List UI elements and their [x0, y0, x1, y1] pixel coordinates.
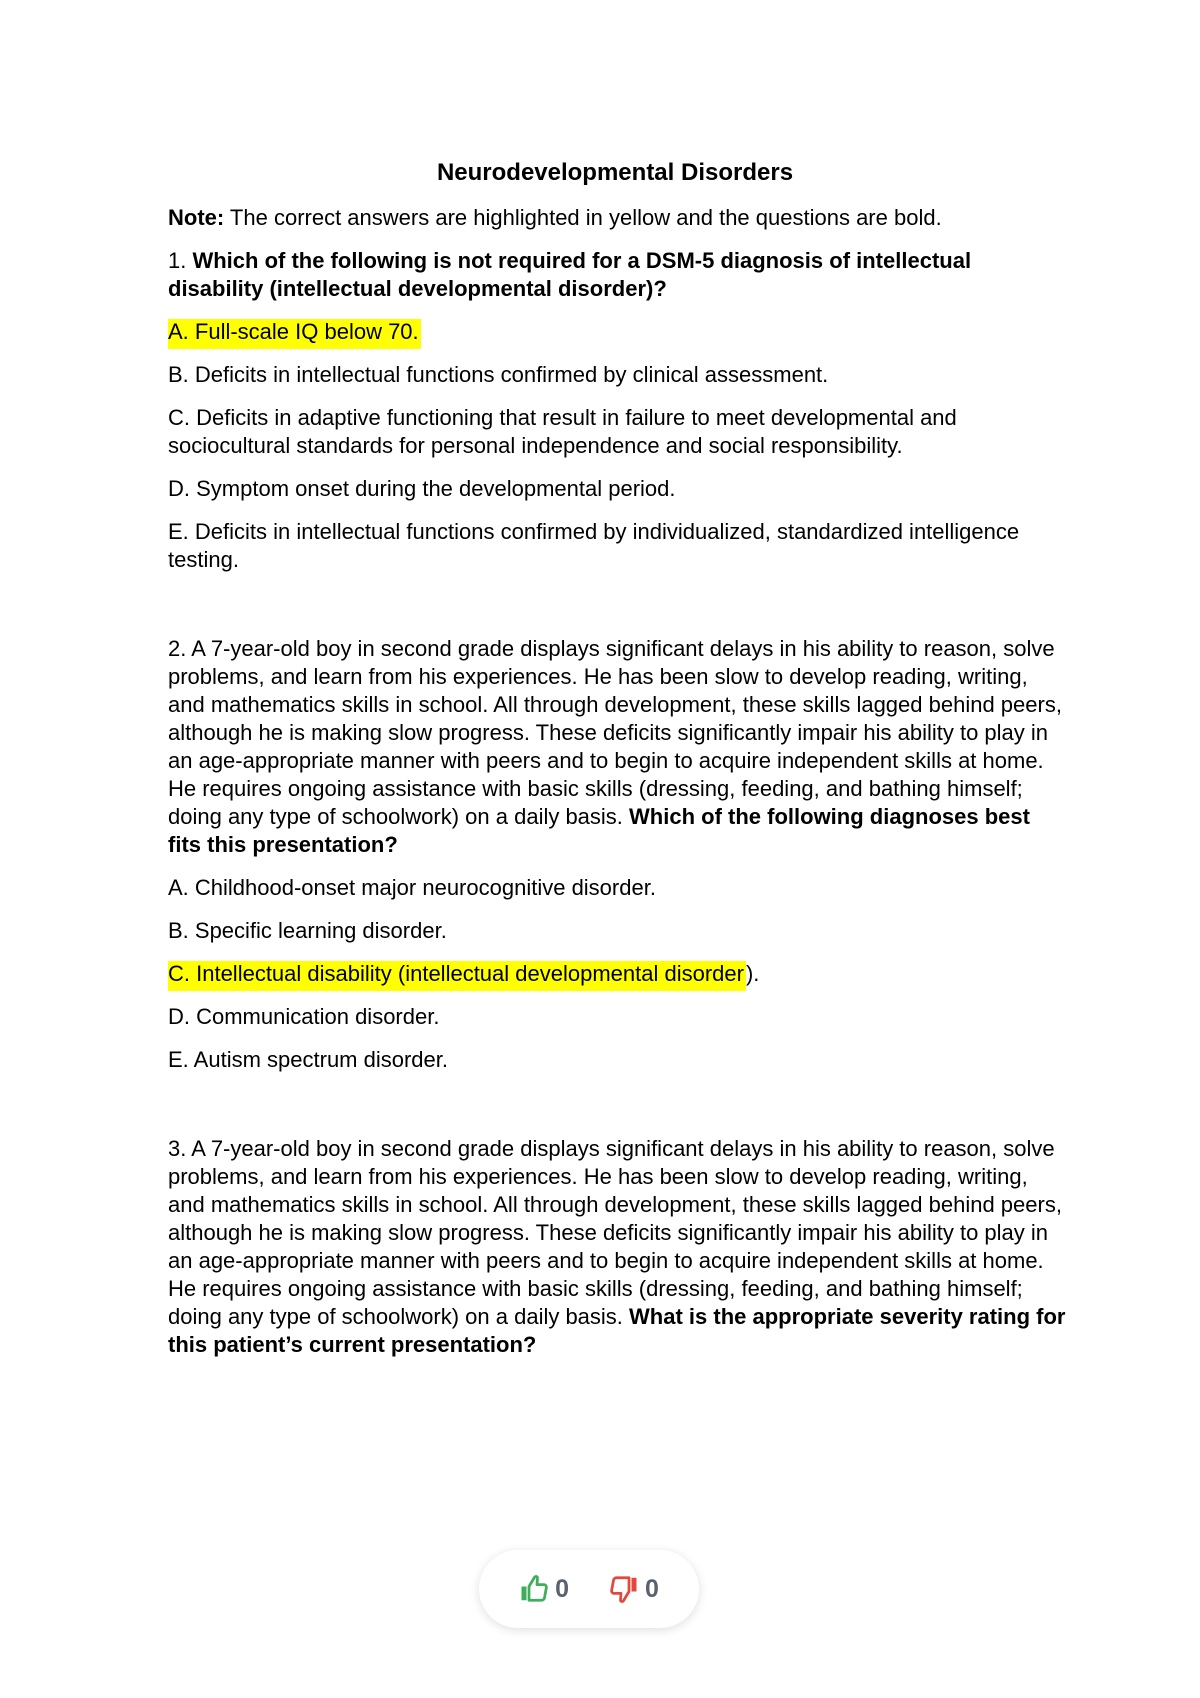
q1-option-b: B. Deficits in intellectual functions confirmed by clinical assessment. — [168, 362, 829, 387]
question-number: 2. — [168, 636, 192, 661]
q1-option-e: E. Deficits in intellectual functions confirmed by individualized, standardized intelligence testing. — [168, 519, 1020, 572]
thumbs-down-icon — [609, 1574, 639, 1604]
vote-bar — [479, 1550, 699, 1628]
question-number: 1. — [168, 248, 193, 273]
question-3 — [168, 1135, 1068, 1359]
note — [168, 204, 1068, 232]
spacer — [168, 1089, 1068, 1135]
spacer — [168, 589, 1068, 635]
downvote-button[interactable] — [609, 1574, 659, 1604]
correct-answer-highlight: C. Intellectual disability (intellectual developmental disorder — [168, 961, 746, 991]
document-page — [168, 158, 1068, 1374]
downvote-count: 0 — [645, 1574, 659, 1603]
question-lead: A 7-year-old boy in second grade displays significant delays in his ability to reason, solve problems, and learn from his experiences. He has been slow to develop reading, writing, and mathematics skills in school. All through development, these skills lagged behind peers, although he is making slow progress. These deficits significantly impair his ability to play in an age-appropriate manner with peers and to begin to acquire independent skills at home. He requires ongoing assistance with basic skills (dressing, feeding, and bathing himself; doing any type of schoolwork) on a daily basis. — [168, 636, 1062, 829]
q1-option-c: C. Deficits in adaptive functioning that result in failure to meet developmental and sociocultural standards for personal independence and social responsibility. — [168, 405, 957, 458]
note-label: Note: — [168, 205, 225, 230]
upvote-button[interactable] — [519, 1574, 569, 1604]
q2-option-b: B. Specific learning disorder. — [168, 918, 447, 943]
correct-answer-highlight: A. Full-scale IQ below 70. — [168, 319, 421, 349]
note-text: The correct answers are highlighted in yellow and the questions are bold. — [224, 205, 942, 230]
document-title: Neurodevelopmental Disorders — [436, 159, 794, 186]
question-text: Which of the following diagnoses best fits this presentation? — [168, 804, 1030, 857]
q2-option-a: A. Childhood-onset major neurocognitive disorder. — [168, 875, 656, 900]
question-text: What is the appropriate severity rating for this patient’s current presentation? — [168, 1304, 1066, 1357]
q2-option-e: E. Autism spectrum disorder. — [168, 1047, 448, 1072]
q1-option-d: D. Symptom onset during the developmental period. — [168, 476, 676, 501]
upvote-count: 0 — [555, 1574, 569, 1603]
thumbs-up-icon — [519, 1574, 549, 1604]
question-lead: A 7-year-old boy in second grade displays significant delays in his ability to reason, solve problems, and learn from his experiences. He has been slow to develop reading, writing, and mathematics skills in school. All through development, these skills lagged behind peers, although he is making slow progress. These deficits significantly impair his ability to play in an age-appropriate manner with peers and to begin to acquire independent skills at home. He requires ongoing assistance with basic skills (dressing, feeding, and bathing himself; doing any type of schoolwork) on a daily basis. — [168, 1136, 1062, 1329]
question-1 — [168, 247, 1068, 303]
q2-option-c: C. Intellectual disability (intellectual developmental disorder). — [168, 960, 1068, 988]
question-2 — [168, 635, 1068, 859]
q2-option-d: D. Communication disorder. — [168, 1004, 440, 1029]
q1-option-a — [168, 318, 1068, 346]
question-number: 3. — [168, 1136, 192, 1161]
question-text: Which of the following is not required for a DSM-5 diagnosis of intellectual disability (intellectual developmental disorder)? — [168, 248, 972, 301]
